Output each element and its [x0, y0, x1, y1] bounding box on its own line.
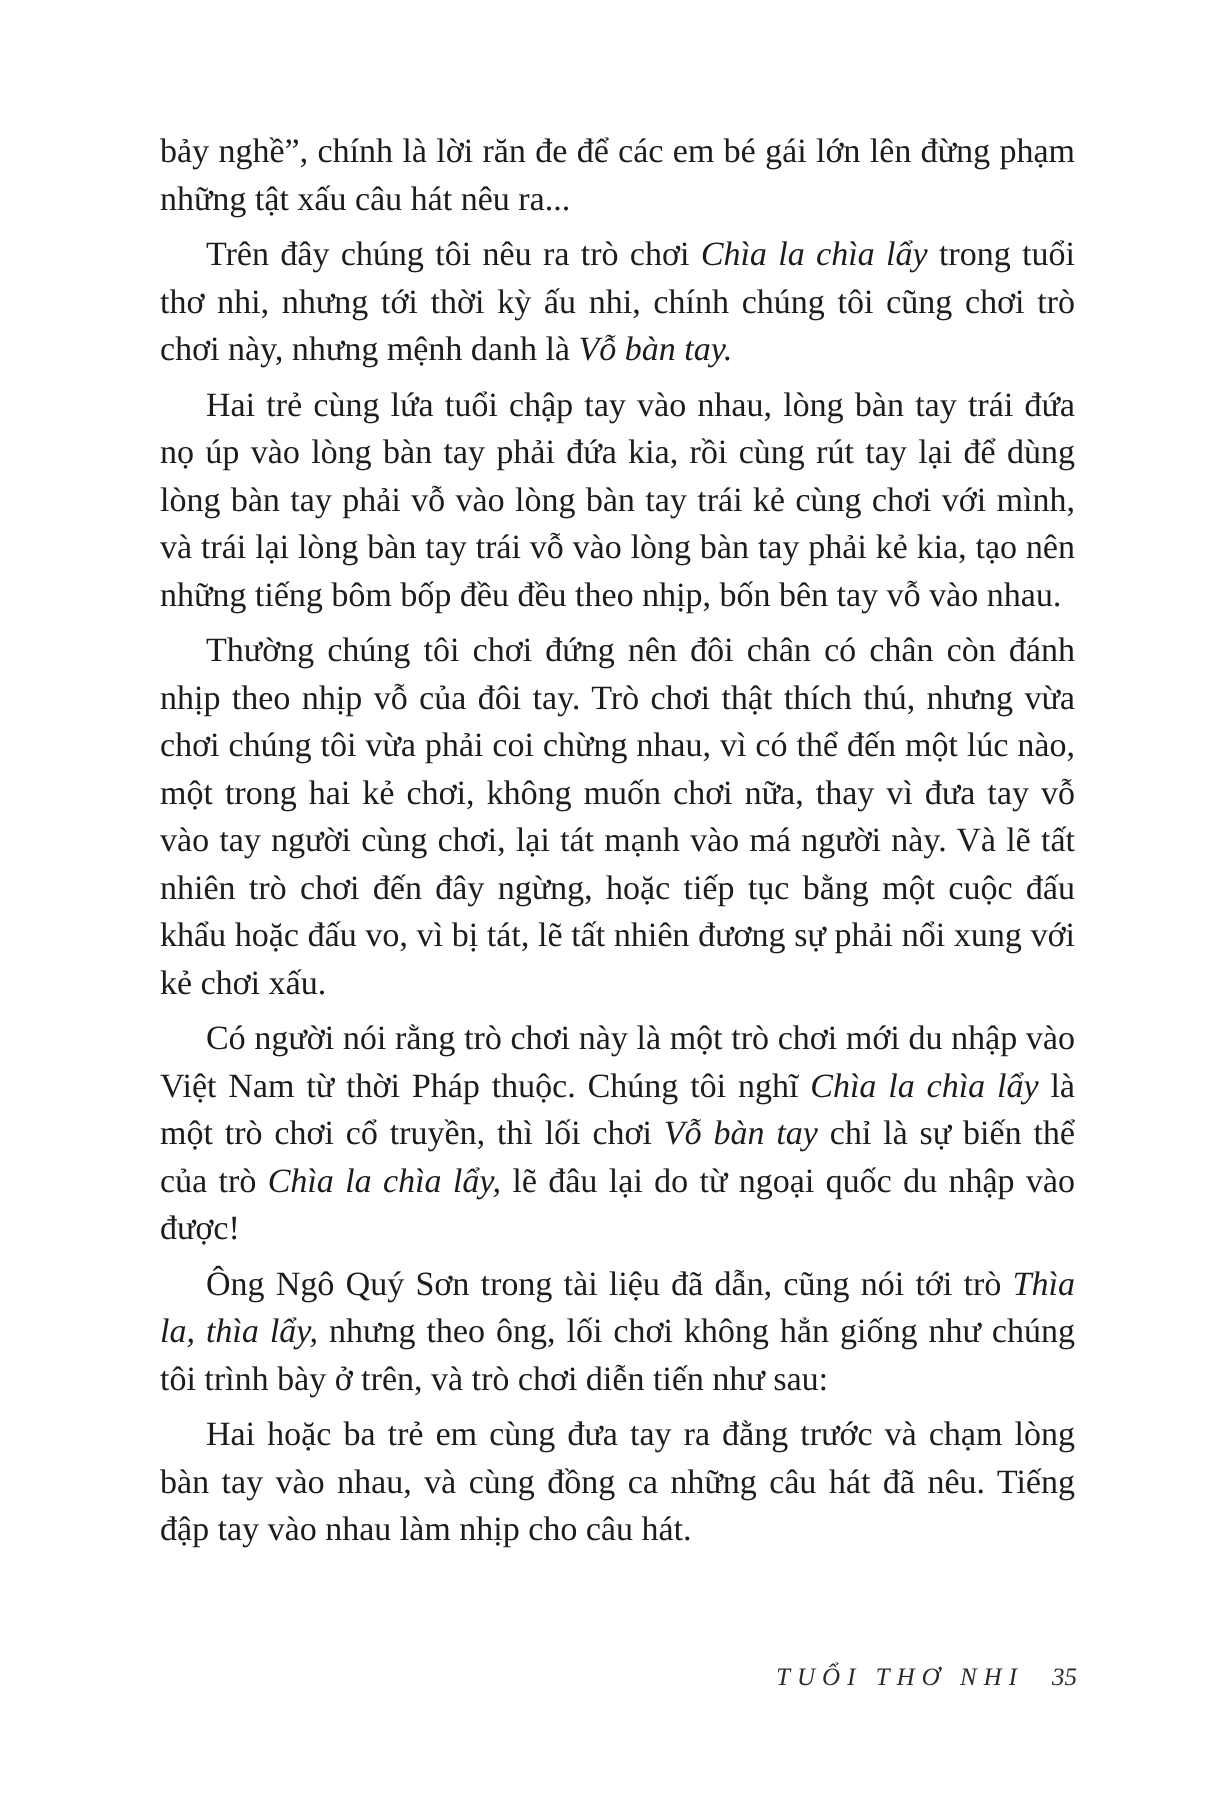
- text-run: Thường chúng tôi chơi đứng nên đôi chân có chân còn đánh nhịp theo nhịp vỗ của đôi tay. Trò chơi thật thích thú, nhưng vừa chơi chúng tôi vừa phải coi chừng nhau, vì có thể đến một lúc nào, một trong hai kẻ chơi, không muốn chơi nữa, thay vì đưa tay vỗ vào tay người cùng chơi, lại tát mạnh vào má người này. Và lẽ tất nhiên trò chơi đến đây ngừng, hoặc tiếp tục bằng một cuộc đấu khẩu hoặc đấu vo, vì bị tát, lẽ tất nhiên đương sự phải nổi xung với kẻ chơi xấu.: [160, 632, 1075, 1002]
- paragraph-7: [160, 1411, 1075, 1554]
- paragraph-5: [160, 1015, 1075, 1253]
- text-run: nhưng theo ông, lối chơi không hẳn giống như chúng tôi trình bày ở trên, và trò chơi diễn tiến như sau:: [160, 1313, 1075, 1398]
- paragraph-4: [160, 627, 1075, 1007]
- italic-title: Vỗ bàn tay.: [578, 331, 733, 368]
- paragraph-6: [160, 1261, 1075, 1404]
- text-run: chỉ là sự biến thể của trò: [160, 1115, 1075, 1200]
- text-run: Trên đây chúng tôi nêu ra trò chơi: [206, 236, 701, 273]
- italic-title: Thìa la, thìa lẩy,: [160, 1265, 1075, 1350]
- text-run: bảy nghề”, chính là lời răn đe để các em bé gái lớn lên đừng phạm những tật xấu câu hát nêu ra...: [160, 133, 1075, 218]
- text-run: Có người nói rằng trò chơi này là một trò chơi mới du nhập vào Việt Nam từ thời Pháp thuộc. Chúng tôi nghĩ: [160, 1020, 1075, 1105]
- text-run: lẽ đâu lại do từ ngoại quốc du nhập vào được!: [160, 1162, 1076, 1247]
- paragraph-3: [160, 382, 1075, 620]
- italic-title: Chìa la chìa lẩy: [700, 236, 928, 273]
- text-run: Hai trẻ cùng lứa tuổi chập tay vào nhau, lòng bàn tay trái đứa nọ úp vào lòng bàn tay phải đứa kia, rồi cùng rút tay lại để dùng lòng bàn tay phải vỗ vào lòng bàn tay trái kẻ cùng chơi với mình, và trái lại lòng bàn tay trái vỗ vào lòng bàn tay phải kẻ kia, tạo nên những tiếng bôm bốp đều đều theo nhịp, bốn bên tay vỗ vào nhau.: [160, 386, 1075, 614]
- text-run: Hai hoặc ba trẻ em cùng đưa tay ra đằng trước và chạm lòng bàn tay vào nhau, và cùng đồng ca những câu hát đã nêu. Tiếng đập tay vào nhau làm nhịp cho câu hát.: [160, 1416, 1075, 1548]
- text-run: Ông Ngô Quý Sơn trong tài liệu đã dẫn, cũng nói tới trò: [206, 1265, 1013, 1303]
- paragraph-2: [160, 231, 1075, 374]
- page-body: [160, 128, 1075, 1562]
- italic-title: Vỗ bàn tay: [663, 1115, 818, 1152]
- text-run: là một trò chơi cổ truyền, thì lối chơi: [160, 1067, 1075, 1152]
- running-footer: [776, 1664, 1077, 1692]
- italic-title: Chìa la chìa lẩy: [810, 1067, 1039, 1105]
- paragraph-1: [160, 128, 1075, 223]
- italic-title: Chìa la chìa lẩy,: [267, 1162, 502, 1200]
- text-run: trong tuổi thơ nhi, nhưng tới thời kỳ ấu nhi, chính chúng tôi cũng chơi trò chơi này, nhưng mệnh danh là: [160, 236, 1075, 368]
- page-number: 35: [1052, 1664, 1077, 1691]
- section-title: TUỔI THƠ NHI: [776, 1664, 1024, 1691]
